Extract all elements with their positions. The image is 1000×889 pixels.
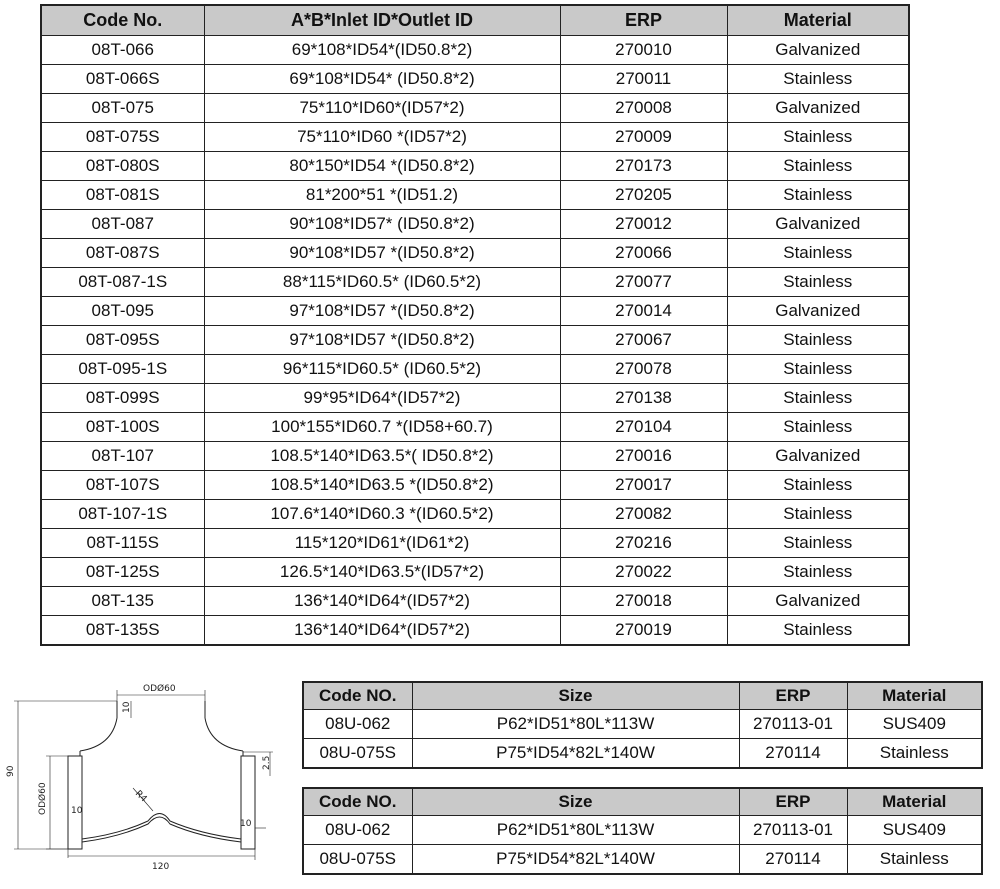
cell-code: 08T-135S bbox=[41, 616, 204, 646]
cell-dimensions: 108.5*140*ID63.5*( ID50.8*2) bbox=[204, 442, 560, 471]
cell-material: Stainless bbox=[727, 123, 909, 152]
table-row bbox=[41, 384, 909, 413]
header-material: Material bbox=[847, 682, 982, 710]
cell-code: 08U-075S bbox=[303, 739, 412, 769]
cell-erp: 270082 bbox=[560, 500, 727, 529]
cell-dimensions: 96*115*ID60.5* (ID60.5*2) bbox=[204, 355, 560, 384]
cell-size: P62*ID51*80L*113W bbox=[412, 816, 739, 845]
cell-material: Stainless bbox=[727, 471, 909, 500]
table-row bbox=[41, 587, 909, 616]
cell-size: P62*ID51*80L*113W bbox=[412, 710, 739, 739]
cell-code: 08T-066 bbox=[41, 36, 204, 65]
header-material: Material bbox=[847, 788, 982, 816]
cell-dimensions: 75*110*ID60*(ID57*2) bbox=[204, 94, 560, 123]
cell-material: Stainless bbox=[727, 616, 909, 646]
cell-code: 08T-075S bbox=[41, 123, 204, 152]
table-row bbox=[41, 181, 909, 210]
cell-code: 08T-125S bbox=[41, 558, 204, 587]
table-row bbox=[41, 94, 909, 123]
cell-erp: 270113-01 bbox=[739, 816, 847, 845]
table-row bbox=[41, 558, 909, 587]
cell-code: 08T-099S bbox=[41, 384, 204, 413]
table-row bbox=[303, 710, 982, 739]
table-row bbox=[41, 616, 909, 646]
cell-erp: 270077 bbox=[560, 268, 727, 297]
cell-erp: 270019 bbox=[560, 616, 727, 646]
cell-material: Stainless bbox=[727, 384, 909, 413]
label-right-10: 10 bbox=[240, 819, 252, 829]
main-spec-table bbox=[40, 4, 910, 646]
cell-dimensions: 90*108*ID57* (ID50.8*2) bbox=[204, 210, 560, 239]
cell-material: SUS409 bbox=[847, 816, 982, 845]
label-left-10: 10 bbox=[71, 806, 83, 816]
cell-dimensions: 136*140*ID64*(ID57*2) bbox=[204, 616, 560, 646]
cell-code: 08T-080S bbox=[41, 152, 204, 181]
cell-dimensions: 88*115*ID60.5* (ID60.5*2) bbox=[204, 268, 560, 297]
cell-code: 08U-062 bbox=[303, 816, 412, 845]
cell-erp: 270011 bbox=[560, 65, 727, 94]
header-code-no: Code No. bbox=[41, 5, 204, 36]
cell-code: 08U-062 bbox=[303, 710, 412, 739]
cell-dimensions: 97*108*ID57 *(ID50.8*2) bbox=[204, 326, 560, 355]
table-row bbox=[41, 529, 909, 558]
cell-dimensions: 97*108*ID57 *(ID50.8*2) bbox=[204, 297, 560, 326]
cell-erp: 270205 bbox=[560, 181, 727, 210]
table-row bbox=[41, 471, 909, 500]
cell-erp: 270114 bbox=[739, 739, 847, 769]
cell-erp: 270067 bbox=[560, 326, 727, 355]
cell-size: P75*ID54*82L*140W bbox=[412, 845, 739, 875]
cell-erp: 270009 bbox=[560, 123, 727, 152]
cell-code: 08T-081S bbox=[41, 181, 204, 210]
cell-code: 08T-115S bbox=[41, 529, 204, 558]
cell-erp: 270022 bbox=[560, 558, 727, 587]
cell-code: 08T-107S bbox=[41, 471, 204, 500]
cell-code: 08T-066S bbox=[41, 65, 204, 94]
header-erp: ERP bbox=[739, 682, 847, 710]
cell-erp: 270066 bbox=[560, 239, 727, 268]
cell-material: Stainless bbox=[727, 268, 909, 297]
cell-dimensions: 115*120*ID61*(ID61*2) bbox=[204, 529, 560, 558]
cell-dimensions: 69*108*ID54*(ID50.8*2) bbox=[204, 36, 560, 65]
header-erp: ERP bbox=[560, 5, 727, 36]
cell-code: 08T-095S bbox=[41, 326, 204, 355]
cell-dimensions: 81*200*51 *(ID51.2) bbox=[204, 181, 560, 210]
table-row bbox=[41, 297, 909, 326]
cell-code: 08U-075S bbox=[303, 845, 412, 875]
cell-material: SUS409 bbox=[847, 710, 982, 739]
cell-dimensions: 107.6*140*ID60.3 *(ID60.5*2) bbox=[204, 500, 560, 529]
header-code-no: Code NO. bbox=[303, 788, 412, 816]
label-od-left: ODØ60 bbox=[38, 782, 48, 815]
cell-dimensions: 136*140*ID64*(ID57*2) bbox=[204, 587, 560, 616]
cell-material: Stainless bbox=[847, 845, 982, 875]
cell-material: Stainless bbox=[727, 181, 909, 210]
cell-material: Stainless bbox=[727, 239, 909, 268]
cell-code: 08T-087S bbox=[41, 239, 204, 268]
cell-code: 08T-107 bbox=[41, 442, 204, 471]
cell-material: Galvanized bbox=[727, 94, 909, 123]
cell-material: Galvanized bbox=[727, 297, 909, 326]
table-row bbox=[41, 152, 909, 181]
cell-material: Stainless bbox=[727, 558, 909, 587]
header-erp: ERP bbox=[739, 788, 847, 816]
cell-code: 08T-075 bbox=[41, 94, 204, 123]
cell-erp: 270138 bbox=[560, 384, 727, 413]
cell-erp: 270173 bbox=[560, 152, 727, 181]
cell-erp: 270113-01 bbox=[739, 710, 847, 739]
cell-erp: 270018 bbox=[560, 587, 727, 616]
table-header-row bbox=[303, 788, 982, 816]
table-row bbox=[41, 65, 909, 94]
cell-code: 08T-087 bbox=[41, 210, 204, 239]
label-radius: R4 bbox=[132, 788, 149, 805]
label-height-90: 90 bbox=[6, 765, 16, 777]
table-row bbox=[41, 123, 909, 152]
table-header-row bbox=[303, 682, 982, 710]
cell-erp: 270008 bbox=[560, 94, 727, 123]
cell-dimensions: 69*108*ID54* (ID50.8*2) bbox=[204, 65, 560, 94]
table-row bbox=[41, 239, 909, 268]
label-od-top: ODØ60 bbox=[143, 684, 176, 694]
header-size: Size bbox=[412, 682, 739, 710]
cell-material: Stainless bbox=[727, 326, 909, 355]
cell-material: Galvanized bbox=[727, 587, 909, 616]
cell-erp: 270012 bbox=[560, 210, 727, 239]
label-top-10: 10 bbox=[122, 701, 132, 713]
cell-code: 08T-095-1S bbox=[41, 355, 204, 384]
cell-dimensions: 75*110*ID60 *(ID57*2) bbox=[204, 123, 560, 152]
cell-erp: 270010 bbox=[560, 36, 727, 65]
cell-material: Stainless bbox=[727, 413, 909, 442]
cell-erp: 270017 bbox=[560, 471, 727, 500]
label-width-120: 120 bbox=[152, 862, 170, 872]
header-material: Material bbox=[727, 5, 909, 36]
cell-material: Stainless bbox=[727, 529, 909, 558]
cell-size: P75*ID54*82L*140W bbox=[412, 739, 739, 769]
table-row bbox=[303, 816, 982, 845]
table-row bbox=[41, 442, 909, 471]
cell-material: Stainless bbox=[727, 500, 909, 529]
cell-erp: 270016 bbox=[560, 442, 727, 471]
cell-material: Stainless bbox=[727, 65, 909, 94]
header-size: Size bbox=[412, 788, 739, 816]
cell-code: 08T-135 bbox=[41, 587, 204, 616]
table-row bbox=[41, 355, 909, 384]
cell-code: 08T-095 bbox=[41, 297, 204, 326]
cell-dimensions: 80*150*ID54 *(ID50.8*2) bbox=[204, 152, 560, 181]
table-row bbox=[303, 845, 982, 875]
cell-material: Stainless bbox=[727, 355, 909, 384]
cell-material: Stainless bbox=[847, 739, 982, 769]
label-right-2-5: 2.5 bbox=[262, 755, 272, 770]
cell-erp: 270014 bbox=[560, 297, 727, 326]
cell-dimensions: 99*95*ID64*(ID57*2) bbox=[204, 384, 560, 413]
table-row bbox=[41, 36, 909, 65]
cell-material: Stainless bbox=[727, 152, 909, 181]
cell-dimensions: 100*155*ID60.7 *(ID58+60.7) bbox=[204, 413, 560, 442]
table-row bbox=[41, 210, 909, 239]
cell-dimensions: 108.5*140*ID63.5 *(ID50.8*2) bbox=[204, 471, 560, 500]
table-row bbox=[41, 500, 909, 529]
table-row bbox=[303, 739, 982, 769]
table-row bbox=[41, 326, 909, 355]
cell-erp: 270104 bbox=[560, 413, 727, 442]
table-row bbox=[41, 268, 909, 297]
header-code-no: Code NO. bbox=[303, 682, 412, 710]
cell-material: Galvanized bbox=[727, 442, 909, 471]
cell-erp: 270216 bbox=[560, 529, 727, 558]
cell-erp: 270114 bbox=[739, 845, 847, 875]
u-bend-spec-table-2 bbox=[302, 787, 983, 875]
cell-material: Galvanized bbox=[727, 36, 909, 65]
cell-code: 08T-107-1S bbox=[41, 500, 204, 529]
cell-erp: 270078 bbox=[560, 355, 727, 384]
cell-code: 08T-100S bbox=[41, 413, 204, 442]
table-header-row bbox=[41, 5, 909, 36]
cell-dimensions: 126.5*140*ID63.5*(ID57*2) bbox=[204, 558, 560, 587]
table-row bbox=[41, 413, 909, 442]
cell-dimensions: 90*108*ID57 *(ID50.8*2) bbox=[204, 239, 560, 268]
tee-fitting-drawing bbox=[0, 676, 290, 889]
cell-code: 08T-087-1S bbox=[41, 268, 204, 297]
cell-material: Galvanized bbox=[727, 210, 909, 239]
u-bend-spec-table-1 bbox=[302, 681, 983, 769]
header-dimensions: A*B*Inlet ID*Outlet ID bbox=[204, 5, 560, 36]
